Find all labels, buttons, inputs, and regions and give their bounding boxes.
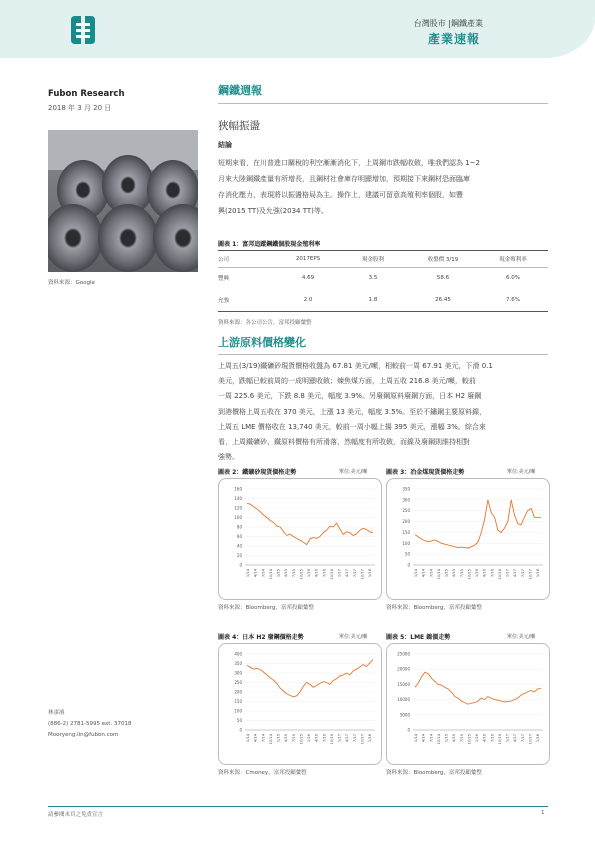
table-header-cell: 公司 (218, 257, 230, 264)
x-tick-label: 10/17 (360, 734, 365, 745)
x-tick-label: 4/16 (314, 569, 319, 578)
analyst-name: 林彥濬 (48, 710, 65, 716)
x-tick-label: 4/15 (284, 734, 289, 743)
x-tick-label: 1/14 (414, 569, 418, 578)
text-line: 美元，跌幅已較前周的一成明顯收斂；煉焦煤方面，上周五收 216.8 美元/噸，較前 (218, 377, 476, 386)
x-tick-label: 4/14 (421, 569, 426, 578)
headline: 狹幅振盪 (218, 120, 260, 132)
table-header-cell: 2017EPS (295, 256, 321, 263)
y-tick-label: 60 (236, 534, 242, 539)
conclusion-text (218, 155, 553, 219)
x-tick-label: 1/18 (536, 569, 540, 578)
chart-unit: 單位:美元/噸 (339, 634, 368, 640)
x-tick-label: 10/17 (360, 569, 365, 580)
y-tick-label: 25000 (397, 651, 410, 657)
y-tick-label: 0 (239, 562, 242, 568)
table-header-cell: 收盤價 3/19 (427, 257, 459, 264)
chart-unit: 單位:美元/噸 (507, 469, 536, 475)
y-tick-label: 150 (402, 529, 410, 535)
x-tick-label: 7/15 (291, 734, 296, 743)
x-tick-label: 7/14 (429, 734, 434, 743)
footer-rule (48, 806, 548, 807)
upstream-title: 上游原料價格變化 (218, 336, 306, 349)
x-tick-label: 10/14 (268, 734, 273, 745)
table-title: 圖表 1：富邦追蹤鋼鐵個股現金殖利率 (218, 241, 321, 248)
x-tick-label: 7/17 (520, 734, 525, 743)
x-tick-label: 10/15 (467, 569, 472, 580)
y-tick-label: 10000 (397, 697, 410, 703)
table-top-rule (218, 250, 548, 251)
breadcrumb: 台灣股市 |鋼鐵產業 (413, 19, 483, 28)
brand-name: Fubon Research (48, 89, 125, 99)
x-tick-label: 4/17 (345, 734, 350, 743)
y-tick-label: 80 (236, 524, 242, 530)
y-tick-label: 300 (402, 497, 410, 503)
text-line: 存消化壓力，表現將以振盪格局為主。操作上，建議可留意高殖利率個股，如豐 (218, 191, 463, 199)
x-tick-label: 1/17 (505, 569, 510, 578)
x-tick-label: 1/17 (337, 734, 342, 743)
y-tick-label: 50 (404, 551, 410, 557)
x-tick-label: 10/17 (528, 734, 533, 745)
x-tick-label: 4/16 (482, 734, 487, 743)
x-tick-label: 7/17 (352, 734, 357, 743)
analyst-email[interactable]: Mooryeng.lin@fubon.com (48, 732, 119, 738)
y-tick-label: 20 (236, 553, 242, 558)
yield-table (218, 252, 548, 312)
photo-source: 資料來源：Google (48, 280, 95, 286)
table-row (218, 267, 548, 289)
x-tick-label: 10/16 (497, 734, 502, 745)
x-tick-label: 4/14 (253, 569, 258, 578)
table-cell: 6.0% (506, 275, 520, 282)
x-tick-label: 7/15 (459, 734, 464, 743)
x-tick-label: 1/16 (475, 569, 479, 578)
table-cell: 26.45 (435, 296, 451, 303)
x-tick-label: 4/15 (452, 569, 457, 578)
x-tick-label: 4/16 (314, 734, 319, 743)
chart-title: 圖表 4：日本 H2 廢鋼價格走勢 (218, 634, 304, 641)
y-tick-label: 300 (234, 670, 242, 676)
x-tick-label: 7/15 (291, 569, 296, 578)
x-tick-label: 4/14 (253, 734, 258, 743)
y-tick-label: 150 (234, 699, 242, 704)
y-tick-label: 400 (234, 651, 242, 657)
table-cell: 1.8 (368, 296, 378, 303)
table-cell: 允強 (218, 297, 230, 304)
table-row (218, 289, 548, 311)
disclaimer-note: 請參閱末頁之免責宣言 (48, 812, 104, 818)
y-tick-label: 200 (234, 689, 242, 695)
scrap-steel-chart (218, 643, 382, 765)
chart-source: 資料來源：Bloomberg，富邦投顧彙整 (386, 770, 482, 776)
chart-title: 圖表 2：鐵礦砂現貨價格走勢 (218, 469, 297, 476)
x-tick-label: 4/14 (421, 734, 426, 743)
x-tick-label: 1/15 (276, 569, 281, 578)
table-cell: 2.0 (303, 296, 313, 303)
table-header-cell: 現金股利 (361, 257, 384, 264)
x-tick-label: 7/16 (322, 569, 327, 578)
table-cell: 4.69 (301, 275, 315, 282)
x-tick-label: 1/14 (246, 734, 250, 743)
text-line: 到港價格上周五收在 370 美元，上漲 13 美元，幅度 3.5%。至於不鏽鋼主要原料鎳， (218, 407, 487, 416)
chart-title: 圖表 5：LME 鎳價走勢 (386, 634, 451, 641)
y-tick-label: 250 (402, 508, 410, 514)
chart-source: 資料來源：Bloomberg，富邦投顧彙整 (218, 605, 314, 611)
x-tick-label: 1/16 (307, 734, 311, 743)
chart-unit: 單位:美元/噸 (507, 634, 536, 640)
chart-unit: 單位:美元/噸 (339, 469, 368, 475)
x-tick-label: 10/15 (299, 569, 304, 580)
y-tick-label: 40 (236, 543, 242, 549)
section-title: 鋼鐵週報 (218, 84, 262, 97)
x-tick-label: 7/14 (261, 569, 266, 578)
text-line: 強勢。 (218, 453, 239, 462)
x-tick-label: 1/14 (414, 734, 418, 743)
section-divider (218, 103, 548, 104)
y-tick-label: 100 (234, 708, 242, 714)
y-tick-label: 160 (234, 486, 242, 492)
text-line: 短期來看，在川普進口關稅的利空漸漸消化下，上周鋼市跌幅收斂，唯我們認為 1~2 (218, 159, 480, 167)
x-tick-label: 10/15 (467, 734, 472, 745)
series-line (415, 500, 541, 548)
x-tick-label: 4/16 (482, 569, 487, 578)
x-tick-label: 10/15 (299, 734, 304, 745)
x-tick-label: 10/16 (497, 569, 502, 580)
table-cell: 58.6 (436, 275, 450, 282)
table-cell: 7.6% (506, 296, 520, 303)
series-line (247, 660, 373, 697)
x-tick-label: 7/14 (261, 734, 266, 743)
x-tick-label: 7/16 (322, 734, 327, 743)
x-tick-label: 10/14 (436, 734, 441, 745)
x-tick-label: 1/18 (368, 734, 372, 743)
steel-coils-photo (48, 130, 198, 272)
text-line: 一周 225.6 美元，下跌 8.8 美元，幅度 3.9%。另廢鋼原料廢鋼方面，日本 H2 廢鋼 (218, 392, 482, 401)
y-tick-label: 350 (402, 486, 410, 492)
y-tick-label: 0 (239, 727, 242, 733)
x-tick-label: 10/16 (329, 569, 334, 580)
x-tick-label: 10/16 (329, 734, 334, 745)
x-tick-label: 1/14 (246, 569, 250, 578)
x-tick-label: 7/17 (520, 569, 525, 578)
chart-title: 圖表 3：冶金煤現貨價格走勢 (386, 469, 465, 476)
x-tick-label: 4/15 (284, 569, 289, 578)
text-line: 上周五 LME 價格收在 13,740 美元，較前一周小幅上揚 395 美元，漲幅 3%。綜合來 (218, 422, 486, 431)
x-tick-label: 7/17 (352, 569, 357, 578)
x-tick-label: 4/15 (452, 734, 457, 743)
x-tick-label: 7/14 (429, 569, 434, 578)
coking-coal-chart (386, 478, 550, 600)
line-chart (219, 479, 381, 599)
x-tick-label: 4/17 (513, 569, 518, 578)
x-tick-label: 1/15 (444, 734, 449, 743)
upstream-text (218, 359, 558, 465)
x-tick-label: 10/17 (528, 569, 533, 580)
report-date: 2018 年 3 月 20 日 (48, 104, 112, 112)
y-tick-label: 100 (402, 540, 410, 546)
y-tick-label: 0 (407, 562, 410, 568)
text-line: 興(2015 TT)及允強(2034 TT)等。 (218, 207, 328, 215)
line-chart (219, 644, 381, 764)
y-tick-label: 100 (234, 515, 242, 520)
conclusion-label: 結論 (218, 141, 232, 149)
chart-source: 資料來源：Bloomberg，富邦投顧彙整 (386, 605, 482, 611)
x-tick-label: 1/16 (307, 569, 311, 578)
y-tick-label: 50 (236, 718, 242, 723)
y-tick-label: 350 (234, 661, 242, 666)
chart-source: 資料來源：Cmoney，富邦投顧彙整 (218, 770, 307, 776)
line-chart (387, 479, 549, 599)
analyst-phone: (886-2) 2781-5995 ext. 37018 (48, 721, 132, 727)
table-header-cell: 現金殖利率 (499, 257, 527, 264)
analyst-contact (48, 708, 131, 741)
x-tick-label: 1/17 (505, 734, 510, 743)
x-tick-label: 4/17 (345, 569, 350, 578)
text-line: 上周五(3/19)鐵礦砂現貨價格收盤為 67.81 美元/噸，相較前一周 67.91 美元，下滑 0.1 (218, 362, 493, 370)
text-line: 看，上周鐵礦砂、鐵原料價格有所滑落，然幅度有所收斂，而鎳及廢鋼則維持相對 (218, 438, 470, 447)
x-tick-label: 10/14 (436, 569, 441, 580)
y-tick-label: 140 (234, 496, 242, 501)
x-tick-label: 1/16 (475, 734, 479, 743)
series-line (247, 503, 373, 544)
x-tick-label: 7/15 (459, 569, 464, 578)
x-tick-label: 1/15 (444, 569, 449, 578)
fubon-logo-icon (67, 14, 99, 46)
x-tick-label: 1/18 (368, 569, 372, 578)
y-tick-label: 20000 (397, 666, 410, 672)
y-tick-label: 5000 (399, 712, 410, 718)
section-divider (218, 354, 548, 355)
x-tick-label: 7/16 (490, 734, 495, 743)
page-title: 產業速報 (427, 32, 480, 46)
x-tick-label: 1/17 (337, 569, 342, 578)
table-header-row (218, 252, 548, 267)
y-tick-label: 250 (234, 680, 242, 685)
y-tick-label: 0 (407, 727, 410, 733)
iron-ore-chart (218, 478, 382, 600)
table-cell: 豐興 (218, 276, 230, 283)
x-tick-label: 4/17 (513, 734, 518, 743)
x-tick-label: 1/18 (536, 734, 540, 743)
line-chart (387, 644, 549, 764)
x-tick-label: 1/15 (276, 734, 281, 743)
y-tick-label: 200 (402, 519, 410, 525)
page-number: 1 (541, 810, 545, 816)
table-cell: 3.5 (368, 275, 378, 282)
x-tick-label: 7/16 (490, 569, 495, 578)
y-tick-label: 120 (234, 505, 242, 511)
nickel-chart (386, 643, 550, 765)
x-tick-label: 10/14 (268, 569, 273, 580)
y-tick-label: 15000 (397, 681, 410, 687)
text-line: 月來大陸鋼鐵產量有所增長，且鋼材社會庫存明顯增加，預期接下來鋼材恐面臨庫 (218, 175, 470, 183)
table-source: 資料來源：各公司公告，富邦投顧彙整 (218, 320, 312, 326)
